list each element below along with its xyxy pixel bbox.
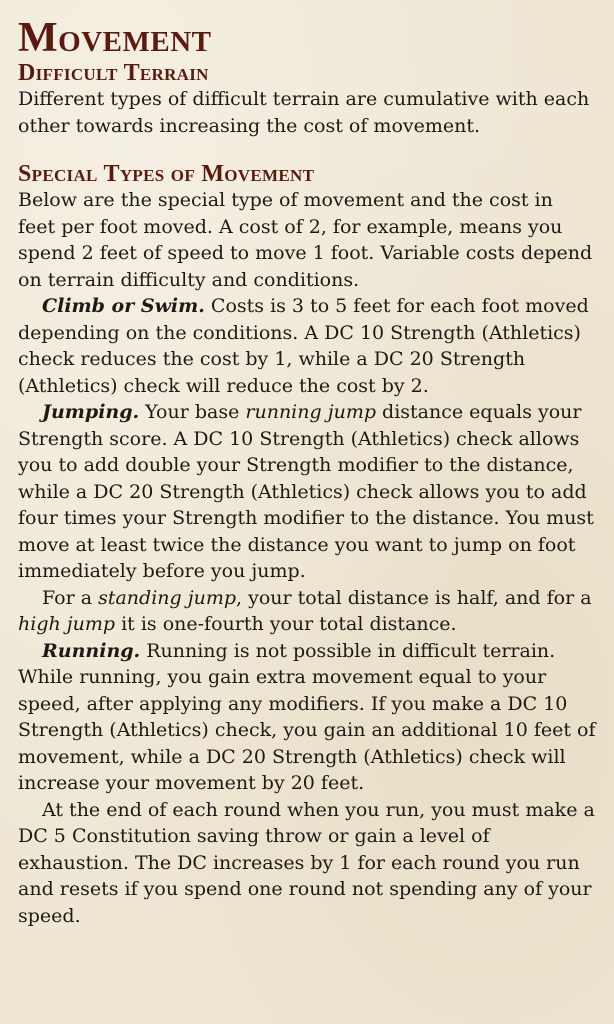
difficult-terrain-paragraph: Different types of difficult terrain are cumulative with each other towards increasing the cost of movement. xyxy=(18,88,590,137)
running-text: Running is not possible in difficult terrain. While running, you gain extra movement equal to your speed, after applying any modifiers. If you make a DC 10 Strength (Athletics) check, you gain an additional 10 feet of movement, while a DC 20 Strength (Athletics) check will increase your movement by 20 feet. xyxy=(18,639,596,794)
jumping-text-a: Your base xyxy=(139,401,246,423)
page-title: Movement xyxy=(18,15,212,61)
high-jump-term: high jump xyxy=(18,613,116,635)
climb-swim-lead: Climb or Swim. xyxy=(42,295,205,317)
exhaustion-paragraph: At the end of each round when you run, you must make a DC 5 Constitution saving throw or gain a level of exhaustion. The DC increases by 1 for each round you run and resets if you spend one round not spending any of your speed. xyxy=(18,798,595,927)
climb-swim-paragraph xyxy=(18,293,596,399)
standing-jump-paragraph xyxy=(18,585,596,638)
difficult-terrain-heading: Difficult Terrain xyxy=(18,60,209,86)
jumping-lead: Jumping. xyxy=(42,401,140,423)
running-lead: Running. xyxy=(42,639,141,662)
climb-swim-text: Costs is 3 to 5 feet for each foot moved depending on the conditions. A DC 10 Strength (Athletics) check reduces the cost by 1, while a DC 20 Strength (Athletics) check will reduce the cost by 2. xyxy=(18,295,589,397)
standing-jump-text-b: , your total distance is half, and for a xyxy=(236,586,592,609)
special-movement-intro: Below are the special type of movement and the cost in feet per foot moved. A cost of 2, for example, means you spend 2 feet of speed to move 1 foot. Variable costs depend on terrain difficulty and conditions. xyxy=(18,189,593,291)
special-movement-heading: Special Types of Movement xyxy=(18,161,315,187)
jumping-paragraph xyxy=(18,399,596,585)
running-jump-term: running jump xyxy=(245,401,377,423)
standing-jump-text-c: it is one-fourth your total distance. xyxy=(115,613,457,635)
running-paragraph xyxy=(18,638,596,797)
standing-jump-term: standing jump xyxy=(98,586,237,609)
jumping-text-b: distance equals your Strength score. A DC 10 Strength (Athletics) check allows you to add double your Strength modifier to the distance, while a DC 20 Strength (Athletics) check allows you to add four times your Strength modifier to the distance. You must move at least twice the distance you want to jump on foot immediately before you jump. xyxy=(18,401,594,582)
standing-jump-text-a: For a xyxy=(42,586,99,609)
